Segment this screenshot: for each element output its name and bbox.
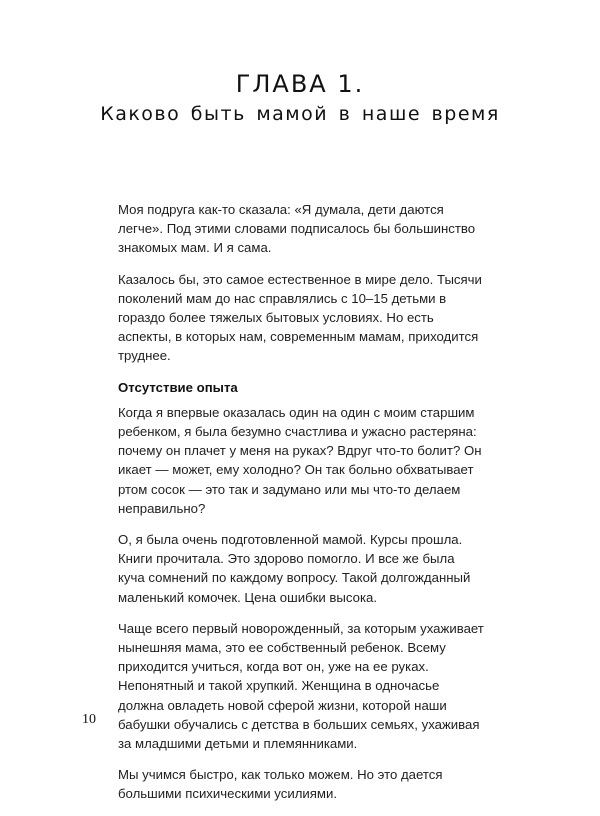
section-heading: Отсутствие опыта bbox=[118, 379, 238, 395]
paragraph: Мы учимся быстро, как только можем. Но это дается большими психическими усилиями. bbox=[118, 767, 443, 802]
chapter-label: ГЛАВА 1. bbox=[235, 70, 365, 98]
paragraph: О, я была очень подготовленной мамой. Курсы прошла. Книги прочитала. Это здорово помогло. И все же была куча сомнений по каждому вопросу. Такой долгожданный маленький комочек. Цена ошибки высока. bbox=[118, 532, 471, 605]
paragraph: Когда я впервые оказалась один на один с моим старшим ребенком, я была безумно счастлива и ужасно растеряна: почему он плачет у меня на руках? Вдруг что-то болит? Он икает — может, ему холодно? Он так больно обхватывает ртом сосок — это так и задумано или мы что-то делаем неправильно? bbox=[118, 404, 482, 516]
chapter-title: Каково быть мамой в наше время bbox=[100, 103, 500, 125]
paragraph: Моя подруга как-то сказала: «Я думала, дети даются легче». Под этими словами подписалось бы большинство знакомых мам. И я сама. bbox=[118, 202, 476, 256]
paragraph: Чаще всего первый новорожденный, за которым ухаживает нынешняя мама, это ее собственный ребенок. Всему приходится учиться, когда вот он, уже на ее руках. Непонятный и такой хрупкий. Женщина в одночасье должна овладеть новой сферой жизни, которой наши бабушки обучались с детства в больших семьях, ухаживая за младшими детьми и племянниками. bbox=[118, 620, 484, 752]
page-number: 10 bbox=[82, 712, 96, 727]
paragraph: Казалось бы, это самое естественное в мире дело. Тысячи поколений мам до нас справлялись с 10–15 детьми в гораздо более тяжелых бытовых условиях. Но есть аспекты, в которых нам, современным мамам, приходится труднее. bbox=[118, 271, 482, 364]
body-text bbox=[118, 200, 484, 816]
